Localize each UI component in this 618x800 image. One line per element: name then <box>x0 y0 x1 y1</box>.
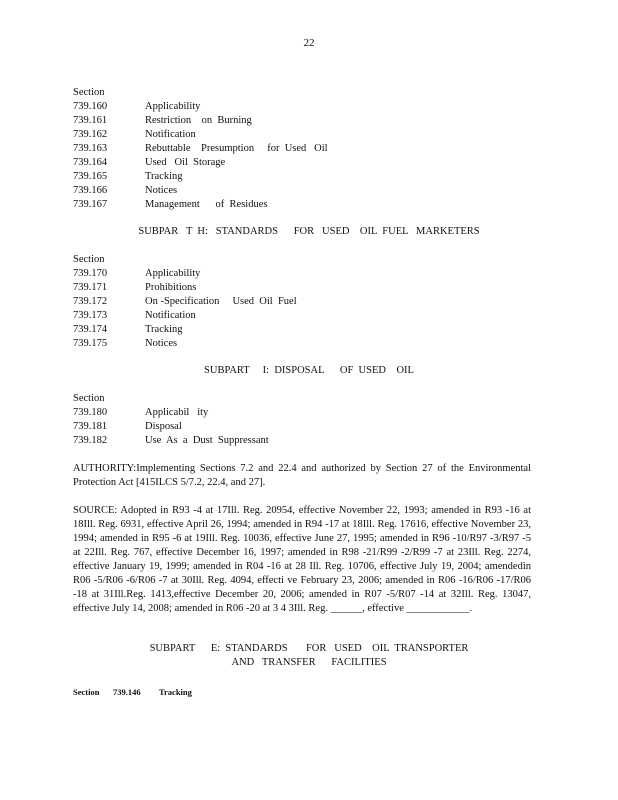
section-title: Applicability <box>145 268 201 279</box>
section-title: Notification <box>145 129 196 140</box>
section-number: 739.163 <box>73 143 108 154</box>
section-number: 739.161 <box>73 115 108 126</box>
subpart-h-heading: SUBPAR T H: STANDARDS FOR USED OIL FUEL MARKETERS <box>138 226 480 237</box>
section-row <box>73 406 269 420</box>
section-number: 739.170 <box>73 268 108 279</box>
section-title: Applicabil ity <box>145 407 209 418</box>
subpart-e-heading-line1: SUBPART E: STANDARDS FOR USED OIL TRANSPORTER <box>149 643 469 654</box>
section-row <box>73 267 297 281</box>
section-title: Disposal <box>145 421 182 432</box>
section-number: 739.173 <box>73 310 108 321</box>
section-row <box>73 142 328 156</box>
section-row <box>73 434 269 448</box>
subpart-e-heading-line2: AND TRANSFER FACILITIES <box>231 657 387 668</box>
footer-section-label: Section <box>73 687 100 697</box>
section-row <box>73 281 297 295</box>
section-number: 739.181 <box>73 421 108 432</box>
section-title: Restriction on Burning <box>145 115 252 126</box>
section-title: On -Specification Used Oil Fuel <box>145 296 297 307</box>
section-number: 739.175 <box>73 338 108 349</box>
section-row <box>73 420 269 434</box>
section-list-2 <box>73 253 297 351</box>
section-title: Tracking <box>145 324 183 335</box>
section-title: Used Oil Storage <box>145 157 226 168</box>
section-number: 739.171 <box>73 282 108 293</box>
section-number: 739.166 <box>73 185 108 196</box>
subpart-i-heading: SUBPART I: DISPOSAL OF USED OIL <box>204 365 414 376</box>
section-title: Rebuttable Presumption for Used Oil <box>145 143 328 154</box>
section-number: 739.164 <box>73 157 108 168</box>
section-title: Applicability <box>145 101 201 112</box>
group1-rows <box>73 100 328 212</box>
section-row <box>73 114 328 128</box>
section-title: Management of Residues <box>145 199 268 210</box>
section-title: Prohibitions <box>145 282 197 293</box>
section-header: Section <box>73 254 105 265</box>
section-row <box>73 295 297 309</box>
section-row <box>73 337 297 351</box>
section-number: 739.180 <box>73 407 108 418</box>
section-number: 739.165 <box>73 171 108 182</box>
section-title: Use As a Dust Suppressant <box>145 435 269 446</box>
section-row <box>73 170 328 184</box>
section-row <box>73 156 328 170</box>
footer-section-number: 739.146 <box>113 687 141 697</box>
section-number: 739.182 <box>73 435 108 446</box>
section-title: Notices <box>145 338 178 349</box>
section-number: 739.167 <box>73 199 108 210</box>
section-title: Notification <box>145 310 196 321</box>
section-list-1 <box>73 86 328 212</box>
section-row <box>73 128 328 142</box>
section-header: Section <box>73 87 105 98</box>
section-row <box>73 323 297 337</box>
section-title: Notices <box>145 185 178 196</box>
page-number: 22 <box>303 37 315 49</box>
footer-section-row <box>73 685 192 699</box>
section-row <box>73 100 328 114</box>
section-header: Section <box>73 393 105 404</box>
footer-section-title: Tracking <box>159 687 192 697</box>
section-number: 739.160 <box>73 101 108 112</box>
section-number: 739.162 <box>73 129 108 140</box>
section-number: 739.174 <box>73 324 108 335</box>
section-title: Tracking <box>145 171 183 182</box>
group2-rows <box>73 267 297 351</box>
source-paragraph: SOURCE: Adopted in R93 -4 at 17Ill. Reg. 20954, effective November 22, 1993; amended in R93 -16 at 18Ill. Reg. 6931, effective April 26, 1994; amended in R94 -17 at 18Ill. Reg. 17616, effective November 23, 1994; amended in R95 -6 at 19Ill. Reg. 10036, effective June 27, 1995; amended in R96 -10/R97 -3/R97 -5 at 22Ill. Reg. 767, effective December 16, 1997; amended in R98 -21/R99 -2/R99 -7 at 23Ill. Reg. 2274, effective January 19, 1999; amended in R04 -16 at 28 Ill. Reg. 10706, effective July 19, 2004; amendedin R06 -5/R06 -6/R06 -7 at 30Ill. Reg. 4094, effecti ve February 23, 2006; amended in R06 -16/R06 -17/R06 -18 at 31Ill.Reg. 1413,effective December 20, 2006; amended in R07 -5/R07 -14 at 32Ill. Reg. 13047, effective July 14, 2008; amended in R06 -20 at 3 4 3Ill. Reg. ______, effective ____________. <box>73 505 531 614</box>
section-row <box>73 198 328 212</box>
section-row <box>73 309 297 323</box>
section-row <box>73 184 328 198</box>
section-number: 739.172 <box>73 296 108 307</box>
authority-paragraph: AUTHORITY:Implementing Sections 7.2 and 22.4 and authorized by Section 27 of the Environmental Protection Act [415ILCS 5/7.2, 22.4, and 27]. <box>73 463 531 488</box>
section-list-3 <box>73 392 269 448</box>
group3-rows <box>73 406 269 448</box>
